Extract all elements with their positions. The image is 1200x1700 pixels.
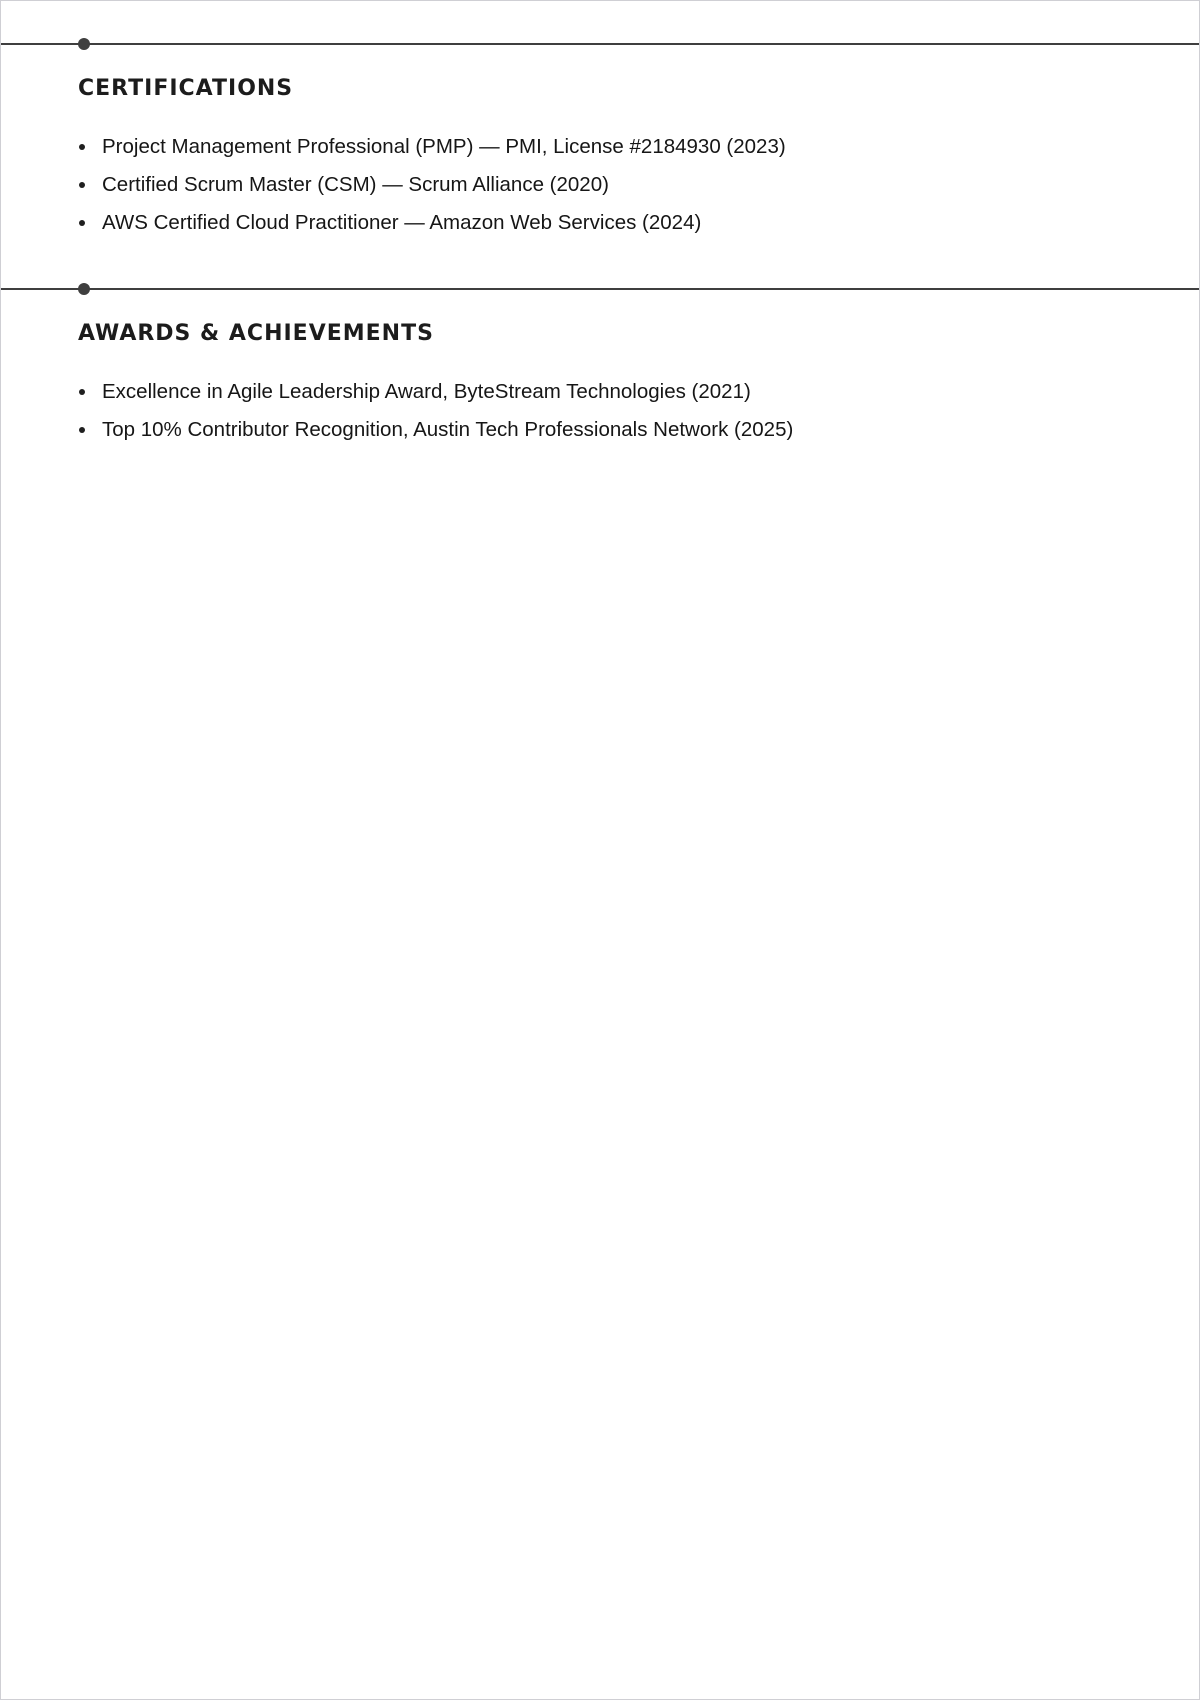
bullet-icon xyxy=(79,182,85,188)
bullet-icon xyxy=(79,144,85,150)
bullet-icon xyxy=(79,389,85,395)
award-text: Excellence in Agile Leadership Award, ByteStream Technologies (2021) xyxy=(102,380,751,403)
divider-dot xyxy=(78,38,90,50)
section-divider xyxy=(1,288,1199,290)
section-divider xyxy=(1,43,1199,45)
certification-item xyxy=(78,133,786,171)
award-item xyxy=(78,378,793,416)
bullet-icon xyxy=(79,220,85,226)
award-item xyxy=(78,416,793,454)
awards-heading: AWARDS & ACHIEVEMENTS xyxy=(78,321,434,346)
certification-text: Certified Scrum Master (CSM) — Scrum Alliance (2020) xyxy=(102,173,609,196)
certifications-list xyxy=(78,133,786,247)
certification-text: AWS Certified Cloud Practitioner — Amazon Web Services (2024) xyxy=(102,211,702,234)
certification-text: Project Management Professional (PMP) — PMI, License #2184930 (2023) xyxy=(102,135,786,158)
certification-item xyxy=(78,171,786,209)
award-text: Top 10% Contributor Recognition, Austin Tech Professionals Network (2025) xyxy=(102,418,794,441)
divider-dot xyxy=(78,283,90,295)
certification-item xyxy=(78,209,786,247)
certifications-heading: CERTIFICATIONS xyxy=(78,76,294,101)
awards-list xyxy=(78,378,793,454)
bullet-icon xyxy=(79,427,85,433)
